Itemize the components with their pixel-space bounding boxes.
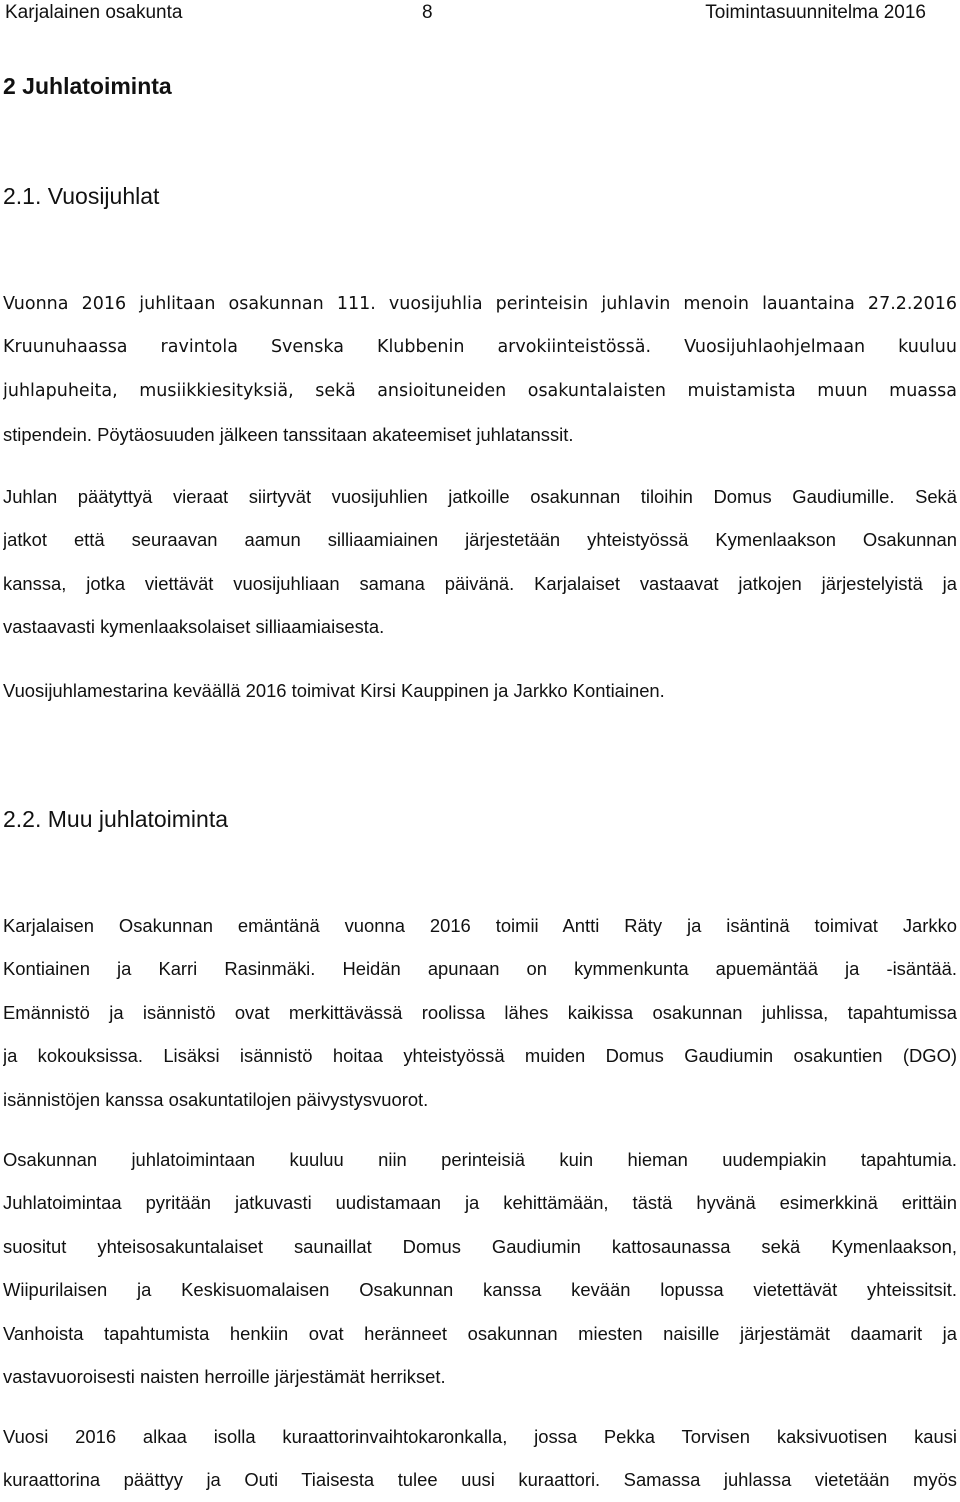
subsection-heading-vuosijuhlat: 2.1. Vuosijuhlat	[3, 183, 160, 209]
paragraph-vuosijuhlat-intro	[3, 283, 957, 457]
text-line: Osakunnan juhlatoimintaan kuuluu niin perinteisiä kuin hieman uudempiakin tapahtumia.	[3, 1149, 957, 1170]
text-line: kanssa, jotka viettävät vuosijuhliaan samana päivänä. Karjalaiset vastaavat jatkojen järjestelyistä ja	[3, 572, 957, 594]
page-number: 8	[422, 2, 433, 23]
paragraph-kuraattori	[3, 1415, 957, 1502]
text-line: Kruunuhaassa ravintola Svenska Klubbenin arvokiinteistössä. Vuosijuhlaohjelmaan kuuluu	[3, 337, 957, 358]
page-header	[0, 0, 960, 30]
text-line: Vuosi 2016 alkaa isolla kuraattorinvaihtokaronkalla, jossa Pekka Torvisen kaksivuotisen kausi	[3, 1426, 957, 1447]
header-document-title: Toimintasuunnitelma 2016	[705, 2, 926, 23]
text-line: Wiipurilaisen ja Keskisuomalaisen Osakunnan kanssa kevään lopussa vietettävät yhteissitsit.	[3, 1279, 957, 1301]
paragraph-emannisto	[3, 904, 957, 1121]
header-organization: Karjalainen osakunta	[5, 2, 183, 23]
text-line: isännistöjen kanssa osakuntatilojen päivystysvuorot.	[3, 1088, 429, 1110]
text-line: suositut yhteisosakuntalaiset saunaillat Domus Gaudiumin kattosaunassa sekä Kymenlaakson,	[3, 1235, 957, 1257]
text-line: juhlapuheita, musiikkiesityksiä, sekä ansioituneiden osakuntalaisten muistamista muun muassa	[3, 380, 957, 401]
text-line: stipendein. Pöytäosuuden jälkeen tanssitaan akateemiset juhlatanssit.	[3, 424, 574, 446]
text-line: Juhlan päätyttyä vieraat siirtyvät vuosijuhlien jatkoille osakunnan tiloihin Domus Gaudiumille. Sekä	[3, 486, 957, 507]
paragraph-jatkot	[3, 475, 957, 649]
text-line: Kontiainen ja Karri Rasinmäki. Heidän apunaan on kymmenkunta apuemäntää ja -isäntää.	[3, 958, 957, 980]
text-line: vastavuoroisesti naisten herroille järjestämät herrikset.	[3, 1365, 446, 1387]
text-line: Vuosijuhlamestarina keväällä 2016 toimivat Kirsi Kauppinen ja Jarkko Kontiainen.	[3, 680, 665, 701]
text-line: Vanhoista tapahtumista henkiin ovat heränneet osakunnan miesten naisille järjestämät daamarit ja	[3, 1322, 957, 1344]
section-heading: 2 Juhlatoiminta	[3, 73, 172, 99]
text-line: Karjalaisen Osakunnan emäntänä vuonna 2016 toimii Antti Räty ja isäntinä toimivat Jarkko	[3, 915, 957, 936]
text-line: vastaavasti kymenlaaksolaiset silliaamiaisesta.	[3, 616, 385, 638]
text-line: ja kokouksissa. Lisäksi isännistö hoitaa yhteistyössä muiden Domus Gaudiumin osakuntien (DGO)	[3, 1045, 957, 1067]
text-line: Vuonna 2016 juhlitaan osakunnan 111. vuosijuhlia perinteisin juhlavin menoin lauantaina 27.2.2016	[3, 294, 957, 314]
text-line: jatkot että seuraavan aamun silliaamiainen järjestetään yhteistyössä Kymenlaakson Osakunnan	[3, 529, 957, 551]
text-line: Juhlatoimintaa pyritään jatkuvasti uudistamaan ja kehittämään, tästä hyvänä esimerkkinä erittäin	[3, 1192, 957, 1214]
subsection-heading-muu-juhlatoiminta: 2.2. Muu juhlatoiminta	[3, 806, 229, 832]
text-line: kuraattorina päättyy ja Outi Tiaisesta tulee uusi kuraattori. Samassa juhlassa vietetään myös	[3, 1469, 957, 1491]
paragraph-vuosijuhlamestarit	[3, 669, 957, 712]
paragraph-juhlatoiminta	[3, 1138, 957, 1398]
text-line: Emännistö ja isännistö ovat merkittävässä roolissa lähes kaikissa osakunnan juhlissa, tapahtumissa	[3, 1001, 957, 1023]
